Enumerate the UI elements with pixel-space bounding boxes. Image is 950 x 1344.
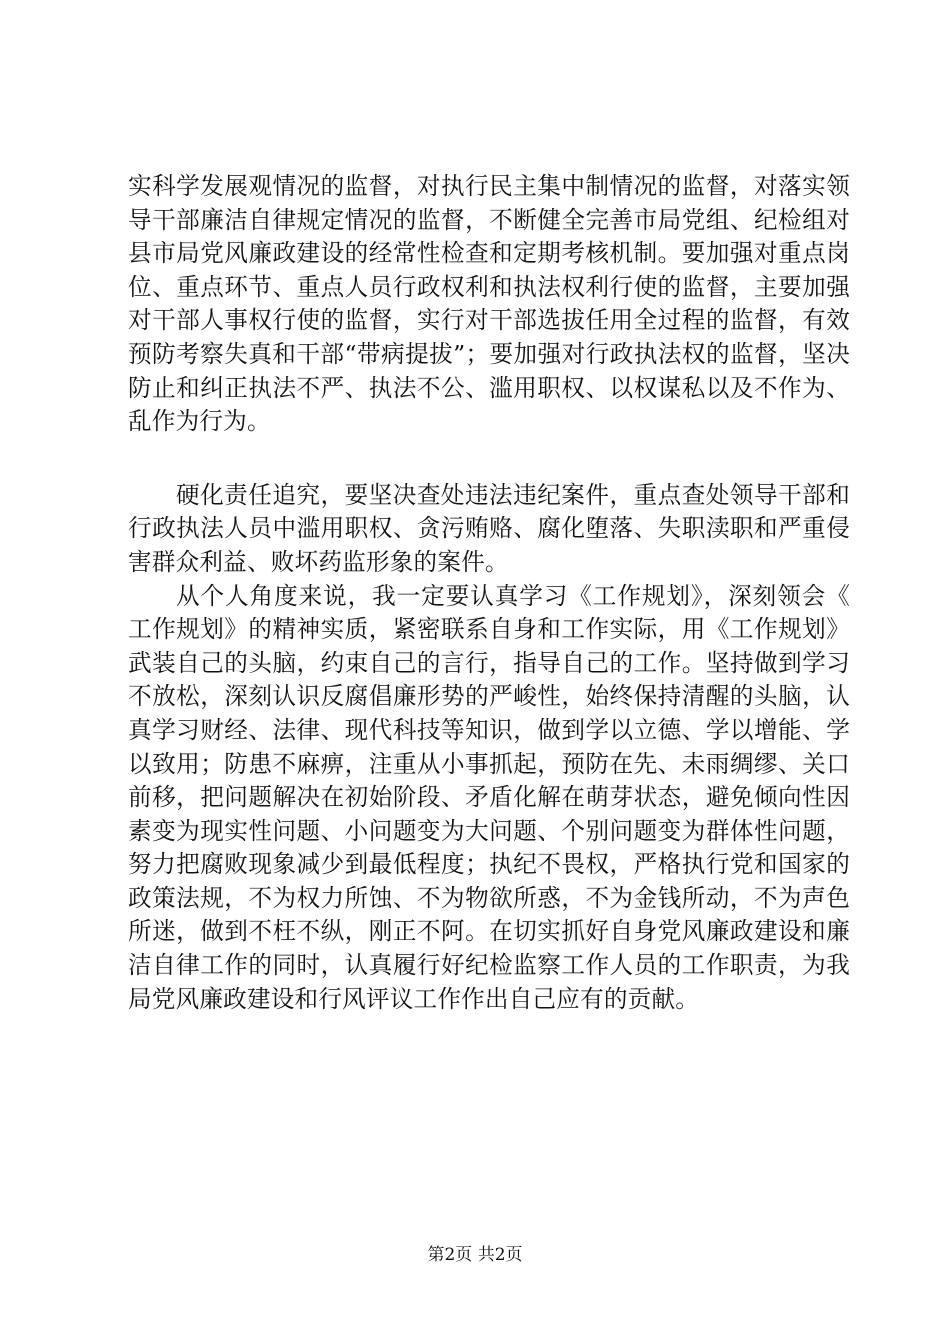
- paragraph-accountability: 硬化责任追究，要坚决查处违法违纪案件，重点查处领导干部和行政执法人员中滥用职权、贪污贿赂、腐化堕落、失职渎职和严重侵害群众利益、败坏药监形象的案件。: [128, 480, 850, 576]
- paragraph-personal-commitment: 从个人角度来说，我一定要认真学习《工作规划》，深刻领会《工作规划》的精神实质，紧密联系自身和工作实际，用《工作规划》武装自己的头脑，约束自己的言行，指导自己的工作。坚持做到学习不放松，深刻认识反腐倡廉形势的严峻性，始终保持清醒的头脑，认真学习财经、法律、现代科技等知识，做到学以立德、学以增能、学以致用；防患不麻痹，注重从小事抓起，预防在先、未雨绸缪、关口前移，把问题解决在初始阶段、矛盾化解在萌芽状态，避免倾向性因素变为现实性问题、小问题变为大问题、个别问题变为群体性问题，努力把腐败现象减少到最低程度；执纪不畏权，严格执行党和国家的政策法规，不为权力所蚀、不为物欲所惑，不为金钱所动，不为声色所迷，做到不枉不纵，刚正不阿。在切实抓好自身党风廉政建设和廉洁自律工作的同时，认真履行好纪检监察工作人员的工作职责，为我局党风廉政建设和行风评议工作作出自己应有的贡献。: [128, 581, 850, 1013]
- page-number-footer: 第2页 共2页: [427, 1245, 523, 1265]
- document-body: [128, 170, 850, 1016]
- paragraph-continued-supervision: 实科学发展观情况的监督，对执行民主集中制情况的监督，对落实领导干部廉洁自律规定情况的监督，不断健全完善市局党组、纪检组对县市局党风廉政建设的经常性检查和定期考核机制。要加强对重点岗位、重点环节、重点人员行政权利和执法权利行使的监督，主要加强对干部人事权行使的监督，实行对干部选拔任用全过程的监督，有效预防考察失真和干部“带病提拔”；要加强对行政执法权的监督，坚决防止和纠正执法不严、执法不公、滥用职权、以权谋私以及不作为、乱作为行为。: [128, 172, 850, 436]
